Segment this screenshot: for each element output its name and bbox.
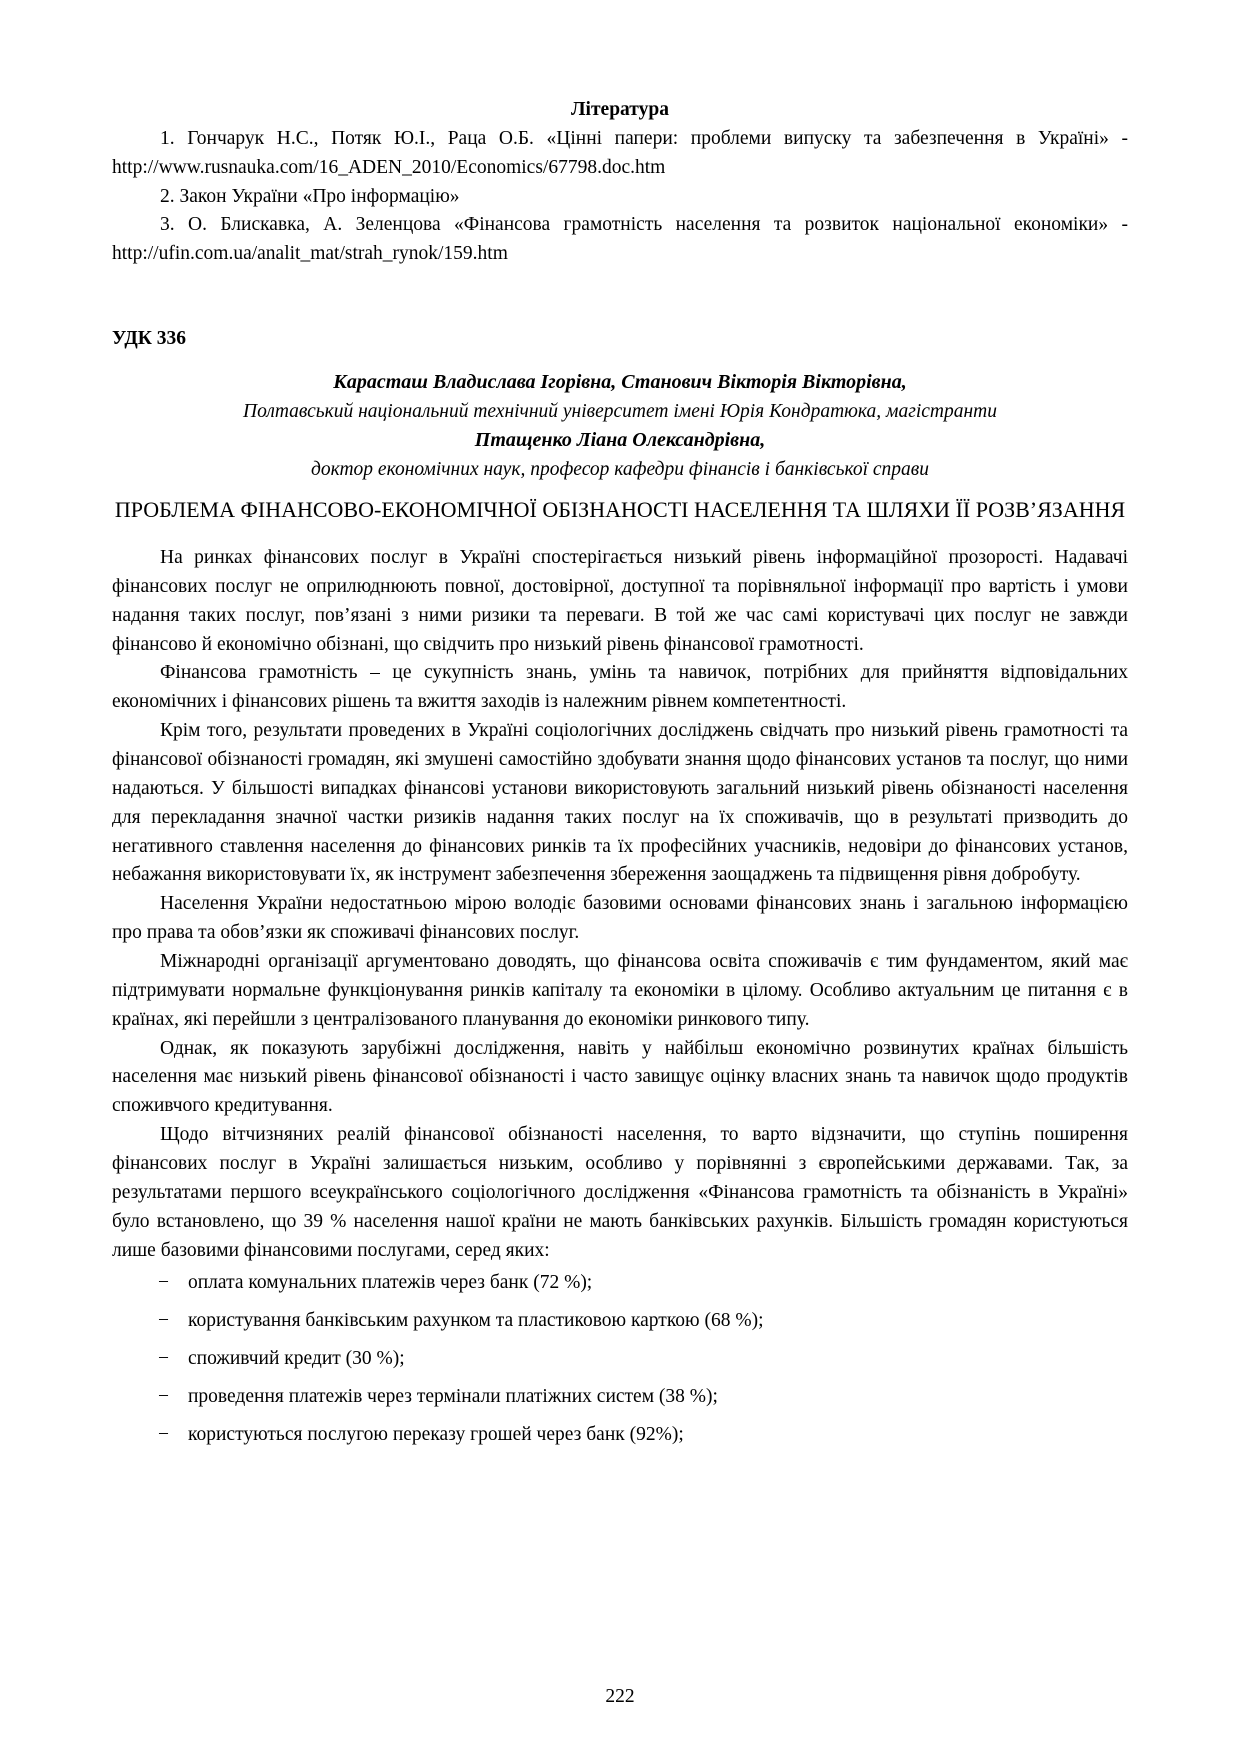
page-number: 222 [605,1686,635,1708]
article-title: ПРОБЛЕМА ФІНАНСОВО-ЕКОНОМІЧНОЇ ОБІЗНАНОСТІ НАСЕЛЕННЯ ТА ШЛЯХИ ЇЇ РОЗВ’ЯЗАННЯ [114,496,1126,522]
body-paragraph-2: Фінансова грамотність – це сукупність знань, умінь та навичок, потрібних для прийняття відповідальних економічних і фінансових рішень та вжиття заходів із належним рівнем компетентності. [112,662,1128,713]
body-paragraph-1: На ринках фінансових послуг в Україні спостерігається низький рівень інформаційної прозорості. Надавачі фінансових послуг не оприлюднюють повної, достовірної, доступної та порівняльної інформації про вартість і умови надання таких послуг, пов’язані з ними ризики та переваги. В той же час самі користувачі цих послуг не завжди фінансово й економічно обізнані, що свідчить про низький рівень фінансової грамотності. [112,546,1128,655]
author-names-line-1: Карасташ Владислава Ігорівна, Станович Вікторія Вікторівна, [333,371,907,394]
list-item [158,1421,1128,1450]
list-item [158,1269,1128,1298]
list-item-text: користування банківським рахунком та пластиковою карткою (68 %); [188,1310,764,1332]
list-item-text: споживчий кредит (30 %); [188,1348,405,1370]
body-paragraph-6: Однак, як показують зарубіжні дослідження, навіть у найбільш економічно розвинутих країнах більшість населення має низький рівень фінансової обізнаності і часто завищує оцінку власних знань та навичок щодо продуктів споживчого кредитування. [112,1037,1128,1117]
dash-bullet: − [158,1423,169,1445]
dash-bullet: − [158,1385,169,1407]
list-item-text: користуються послугою переказу грошей через банк (92%); [188,1423,684,1445]
list-item [158,1307,1128,1336]
body-paragraph-4: Населення України недостатньою мірою володіє базовими основами фінансових знань і загальною інформацією про права та обов’язки як споживачі фінансових послуг. [112,893,1128,944]
references-heading: Література [571,99,669,120]
references-section [112,96,1128,269]
article-section [112,325,1128,1450]
reference-item-3: 3. О. Блискавка, А. Зеленцова «Фінансова грамотність населення та розвиток національної економіки» - http://ufin.com.ua/analit_mat/strah_rynok/159.htm [112,214,1128,265]
list-item-text: проведення платежів через термінали платіжних систем (38 %); [188,1385,718,1407]
body-paragraph-7: Щодо вітчизняних реалій фінансової обізнаності населення, то варто відзначити, що ступінь поширення фінансових послуг в Україні залишається низьким, особливо у порівнянні з європейськими державами. Так, за результатами першого всеукраїнського соціологічного дослідження «Фінансова грамотність та обізнаність в Україні» було встановлено, що 39 % населення нашої країни не мають банківських рахунків. Більшість громадян користуються лише базовими фінансовими послугами, серед яких: [112,1124,1128,1261]
author-affiliation-line-1: Полтавський національний технічний університет імені Юрія Кондратюка, магістранти [242,400,998,422]
list-item [158,1383,1128,1412]
author-affiliation-line-2: доктор економічних наук, професор кафедри фінансів і банківської справи [310,459,929,481]
udc-code: УДК 336 [112,328,187,350]
body-paragraph-3: Крім того, результати проведених в Україні соціологічних досліджень свідчать про низький рівень грамотності та фінансової обізнаності громадян, які змушені самостійно здобувати знання щодо фінансових установ та послуг, що ними надаються. У більшості випадках фінансові установи використовують загальний низький рівень обізнаності населення для перекладання значної частки ризиків надання таких послуг на їх споживачів, що в результаті призводить до негативного ставлення населення до фінансових ринків та їх професійних учасників, недовіри до фінансових установ, небажання використовувати їх, як інструмент забезпечення збереження заощаджень та підвищення рівня добробуту. [112,720,1128,886]
list-item [158,1345,1128,1374]
reference-item-2: 2. Закон України «Про інформацію» [160,185,460,207]
financial-services-list [112,1269,1128,1449]
list-item-text: оплата комунальних платежів через банк (72 %); [188,1272,593,1294]
author-names-line-2: Птащенко Ліана Олександрівна, [474,429,766,452]
dash-bullet: − [158,1272,169,1294]
body-paragraph-5: Міжнародні організації аргументовано доводять, що фінансова освіта споживачів є тим фундаментом, який має підтримувати нормальне функціонування ринків капіталу та економіки в цілому. Особливо актуальним це питання є в країнах, які перейшли з централізованого планування до економіки ринкового типу. [112,950,1128,1030]
reference-item-1: 1. Гончарук Н.С., Потяк Ю.І., Раца О.Б. «Цінні папери: проблеми випуску та забезпечення в Україні» - http://www.rusnauka.com/16_ADEN_2010/Economics/67798.doc.htm [112,127,1128,178]
dash-bullet: − [158,1348,169,1370]
dash-bullet: − [158,1310,169,1332]
